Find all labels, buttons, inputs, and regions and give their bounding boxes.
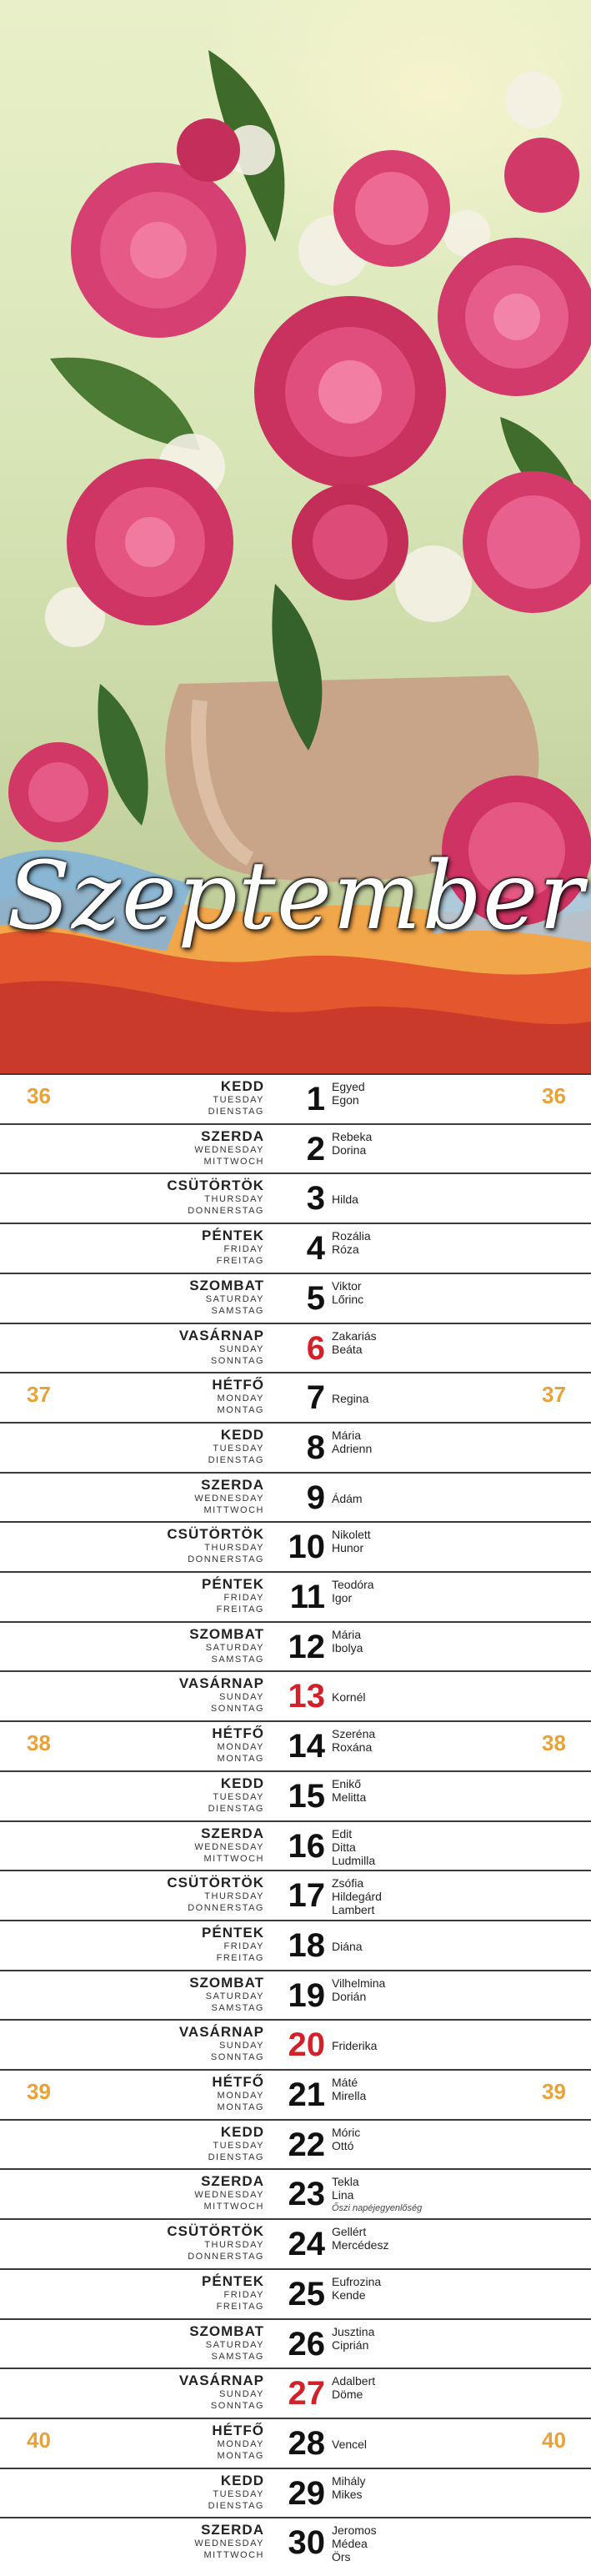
name-day [332, 1677, 365, 1690]
week-number-right: 36 [542, 1083, 566, 1108]
day-number: 15 [288, 1777, 325, 1815]
name-day [332, 1378, 368, 1392]
name-days [332, 1876, 382, 1916]
day-number: 28 [288, 2424, 325, 2462]
weekday-hungarian: SZOMBAT [189, 2322, 264, 2339]
weekday-hungarian: KEDD [220, 2472, 264, 2488]
weekday-english: SUNDAY [218, 2389, 264, 2400]
weekday-hungarian: KEDD [220, 2123, 264, 2140]
weekday-german: MITTWOCH [203, 1156, 264, 1167]
name-days [332, 1528, 371, 1554]
week-number-right: 40 [542, 2427, 566, 2453]
weekday-hungarian: SZERDA [201, 1476, 264, 1493]
name-days [332, 1777, 366, 1804]
day-row [0, 1970, 591, 2019]
name-days [332, 2126, 360, 2152]
name-day: Rebeka [332, 1129, 373, 1143]
day-number: 18 [288, 1926, 325, 1964]
weekday-german: FREITAG [216, 1952, 264, 1963]
name-day: Tekla [332, 2175, 359, 2189]
name-day: Hildegárd [332, 1890, 382, 1904]
day-number: 25 [288, 2275, 325, 2312]
weekday-english: FRIDAY [223, 1593, 264, 1603]
weekday-german: SAMSTAG [211, 2002, 264, 2013]
weekday-german: MONTAG [217, 2102, 264, 2112]
day-row [0, 1273, 591, 1322]
name-days [332, 1279, 363, 1306]
name-day: Hilda [332, 1193, 358, 1207]
weekday-english: WEDNESDAY [194, 1144, 264, 1155]
name-day: Lina [332, 2188, 354, 2202]
weekday-english: TUESDAY [213, 1095, 264, 1105]
day-row [0, 1920, 591, 1969]
weekday-german: DIENSTAG [208, 1803, 264, 1814]
weekday-hungarian: KEDD [220, 1078, 264, 1094]
weekday-english: SATURDAY [205, 1293, 264, 1304]
weekday-english: SUNDAY [218, 2041, 264, 2051]
name-day: Dorina [332, 1142, 367, 1157]
name-days [332, 2026, 377, 2052]
weekday-german: MITTWOCH [203, 1504, 264, 1515]
name-day: Lőrinc [332, 1292, 364, 1306]
name-days [332, 2424, 367, 2451]
name-day [332, 1179, 358, 1193]
name-day: Lambert [332, 1903, 375, 1917]
weekday-hungarian: PÉNTEK [202, 1924, 264, 1941]
week-number-left: 39 [27, 2079, 51, 2104]
name-day: Ottó [332, 2138, 354, 2152]
weekday-english: WEDNESDAY [194, 2538, 264, 2549]
weekday-german: MITTWOCH [203, 1853, 264, 1864]
name-day [332, 1479, 363, 1492]
name-day: Mirella [332, 2089, 367, 2102]
weekday-german: DIENSTAG [208, 1107, 264, 1117]
name-day: Regina [332, 1392, 369, 1406]
week-number-left: 38 [27, 1730, 51, 1756]
day-number: 11 [289, 1579, 325, 1615]
weekday-german: SONNTAG [210, 1704, 264, 1715]
name-day: Kornél [332, 1690, 366, 1705]
weekday-english: TUESDAY [213, 1443, 264, 1454]
name-day: Viktor [332, 1278, 362, 1293]
name-days [332, 1429, 372, 1455]
day-row [0, 1422, 591, 1471]
day-row [0, 2168, 591, 2217]
day-number: 12 [288, 1628, 325, 1665]
day-row [0, 1770, 591, 1820]
name-day: Nikolett [332, 1528, 371, 1542]
day-number: 22 [288, 2126, 325, 2163]
weekday-german: SONNTAG [210, 1355, 264, 1366]
day-row [0, 2318, 591, 2368]
day-row [0, 1472, 591, 1521]
name-day: Döme [332, 2388, 363, 2402]
weekday-hungarian: HÉTFŐ [212, 1377, 264, 1393]
weekday-hungarian: KEDD [220, 1426, 264, 1443]
name-day: Móric [332, 2125, 361, 2139]
week-number-left: 36 [27, 1083, 51, 1108]
name-day: Jeromos [332, 2523, 377, 2538]
weekday-english: WEDNESDAY [194, 1493, 264, 1504]
month-title: Szeptember [7, 842, 584, 951]
name-days [332, 1080, 365, 1107]
weekday-german: SAMSTAG [211, 1654, 264, 1665]
name-days [332, 1677, 365, 1704]
day-number: 8 [306, 1429, 325, 1466]
name-day: Máté [332, 2076, 358, 2089]
name-day: Zsófia [332, 1876, 364, 1891]
day-row [0, 1173, 591, 1222]
day-number: 26 [288, 2325, 325, 2363]
name-days [332, 2175, 422, 2215]
name-day: Rozália [332, 1229, 371, 1243]
weekday-german: MITTWOCH [203, 2550, 264, 2561]
name-day: Dorián [332, 1989, 367, 2003]
name-day [332, 1926, 363, 1940]
day-number: 27 [288, 2375, 325, 2413]
weekday-hungarian: CSÜTÖRTÖK [167, 2223, 264, 2240]
name-days [332, 1727, 375, 1754]
name-day: Melitta [332, 1790, 367, 1804]
name-day: Egon [332, 1093, 359, 1107]
name-day: Ibolya [332, 1640, 363, 1655]
name-days [332, 1329, 377, 1356]
day-row [0, 1571, 591, 1620]
name-day: Teodóra [332, 1578, 374, 1591]
weekday-english: MONDAY [217, 1393, 264, 1404]
day-row [0, 2218, 591, 2267]
day-number: 20 [288, 2026, 325, 2064]
weekday-english: WEDNESDAY [194, 1841, 264, 1852]
weekday-german: MONTAG [217, 1754, 264, 1765]
weekday-hungarian: PÉNTEK [202, 1228, 264, 1244]
name-day [332, 2026, 377, 2039]
name-day: Zakariás [332, 1328, 377, 1343]
week-number-right: 39 [542, 2079, 566, 2104]
weekday-english: FRIDAY [223, 1244, 264, 1255]
name-day: Enikő [332, 1776, 362, 1790]
day-number: 2 [306, 1130, 325, 1167]
name-day: Mária [332, 1627, 362, 1641]
weekday-english: SATURDAY [205, 2339, 264, 2350]
day-number: 19 [288, 1976, 325, 2014]
weekday-english: THURSDAY [204, 1194, 264, 1205]
weekday-german: DIENSTAG [208, 2500, 264, 2511]
day-number: 17 [288, 1877, 325, 1915]
week-number-left: 37 [27, 1382, 51, 1408]
day-row [0, 1870, 591, 1919]
name-day: Adalbert [332, 2374, 376, 2388]
name-day: Hunor [332, 1541, 364, 1555]
weekday-german: SAMSTAG [211, 2351, 264, 2362]
day-row [0, 2468, 591, 2517]
name-days [332, 2076, 366, 2102]
day-number: 29 [288, 2474, 325, 2512]
weekday-hungarian: SZERDA [201, 2522, 264, 2538]
name-day: Friderika [332, 2039, 378, 2053]
name-day: Vencel [332, 2437, 368, 2451]
name-days [332, 1378, 368, 1405]
day-row [0, 2368, 591, 2417]
weekday-english: SUNDAY [218, 1692, 264, 1703]
weekday-english: TUESDAY [213, 1791, 264, 1802]
name-day: Vilhelmina [332, 1976, 386, 1990]
weekday-german: FREITAG [216, 1256, 264, 1267]
name-days [332, 1578, 374, 1604]
day-row [0, 2069, 591, 2118]
name-days [332, 1926, 363, 1953]
weekday-hungarian: CSÜTÖRTÖK [167, 1526, 264, 1543]
day-row [0, 1372, 591, 1421]
name-days [332, 2225, 388, 2252]
name-day: Beáta [332, 1342, 363, 1356]
day-row [0, 2119, 591, 2168]
weekday-hungarian: SZERDA [201, 1825, 264, 1841]
day-number: 5 [306, 1279, 325, 1317]
weekday-german: FREITAG [216, 1604, 264, 1614]
name-day: Médea [332, 2537, 368, 2551]
weekday-german: DIENSTAG [208, 1454, 264, 1465]
day-number: 30 [288, 2524, 325, 2562]
day-number: 9 [306, 1479, 325, 1516]
weekday-german: DIENSTAG [208, 2152, 264, 2162]
weekday-english: WEDNESDAY [194, 2190, 264, 2201]
day-number: 4 [306, 1230, 325, 1268]
week-number-right: 38 [542, 1730, 566, 1756]
weekday-hungarian: VASÁRNAP [178, 2373, 264, 2389]
day-row [0, 2418, 591, 2467]
weekday-english: SUNDAY [218, 1343, 264, 1354]
name-day: Kende [332, 2287, 366, 2302]
weekday-german: MITTWOCH [203, 2202, 264, 2212]
weekday-hungarian: SZOMBAT [189, 1277, 264, 1293]
day-row [0, 2019, 591, 2068]
day-number: 16 [288, 1827, 325, 1865]
weekday-hungarian: PÉNTEK [202, 2272, 264, 2289]
name-day [332, 2424, 367, 2438]
name-day: Mihály [332, 2473, 366, 2488]
day-row [0, 1073, 591, 1122]
day-note: Őszi napéjegyenlőség [332, 2203, 423, 2214]
name-day: Ludmilla [332, 1853, 376, 1867]
name-day: Jusztina [332, 2324, 375, 2338]
name-days [332, 2275, 381, 2302]
day-row [0, 1323, 591, 1372]
day-number: 10 [288, 1529, 325, 1566]
day-number: 3 [306, 1180, 325, 1218]
weekday-german: FREITAG [216, 2301, 264, 2312]
weekday-german: DONNERSTAG [188, 2252, 264, 2262]
name-day: Gellért [332, 2225, 367, 2239]
name-days [332, 1179, 358, 1206]
week-number-left: 40 [27, 2427, 51, 2453]
name-days [332, 1229, 371, 1256]
name-day: Adrienn [332, 1441, 373, 1455]
name-day: Roxána [332, 1740, 373, 1755]
weekday-english: MONDAY [217, 1742, 264, 1753]
weekday-hungarian: VASÁRNAP [178, 1327, 264, 1343]
day-number: 21 [288, 2076, 325, 2113]
name-days [332, 1827, 375, 1867]
weekday-hungarian: KEDD [220, 1775, 264, 1791]
weekday-hungarian: SZOMBAT [189, 1974, 264, 1991]
weekday-english: TUESDAY [213, 2140, 264, 2151]
day-number: 7 [306, 1379, 325, 1417]
name-day: Edit [332, 1826, 353, 1840]
day-number: 6 [306, 1329, 325, 1367]
name-day: Szeréna [332, 1727, 376, 1741]
name-day: Egyed [332, 1080, 365, 1093]
name-day: Igor [332, 1591, 353, 1604]
weekday-english: MONDAY [217, 2438, 264, 2449]
name-day: Ditta [332, 1840, 356, 1854]
day-number: 1 [306, 1081, 325, 1117]
weekday-hungarian: HÉTFŐ [212, 2422, 264, 2438]
weekday-german: SONNTAG [210, 2401, 264, 2412]
weekday-german: DONNERSTAG [188, 1554, 264, 1565]
day-number: 13 [288, 1678, 325, 1715]
name-days [332, 1628, 363, 1655]
weekday-hungarian: CSÜTÖRTÖK [167, 1875, 264, 1891]
weekday-hungarian: HÉTFŐ [212, 1725, 264, 1742]
weekday-hungarian: VASÁRNAP [178, 2024, 264, 2041]
weekday-hungarian: VASÁRNAP [178, 1675, 264, 1692]
day-row [0, 2517, 591, 2566]
day-row [0, 1720, 591, 1770]
weekday-english: THURSDAY [204, 2240, 264, 2251]
weekday-german: MONTAG [217, 1405, 264, 1416]
name-day: Eufrozina [332, 2274, 382, 2288]
day-row [0, 1621, 591, 1670]
day-row [0, 1820, 591, 1870]
weekday-english: THURSDAY [204, 1891, 264, 1902]
name-days [332, 2374, 375, 2401]
name-day: Mikes [332, 2487, 363, 2501]
day-number: 14 [288, 1728, 325, 1765]
peony-bouquet-photo [0, 0, 591, 1073]
weekday-english: THURSDAY [204, 1543, 264, 1554]
name-day: Róza [332, 1243, 359, 1257]
day-row [0, 1223, 591, 1272]
weekday-english: TUESDAY [213, 2488, 264, 2499]
name-day: Mária [332, 1428, 362, 1442]
weekday-german: DONNERSTAG [188, 1903, 264, 1914]
weekday-german: SAMSTAG [211, 1305, 264, 1316]
weekday-english: FRIDAY [223, 2289, 264, 2300]
weekday-hungarian: SZERDA [201, 2173, 264, 2190]
weekday-english: FRIDAY [223, 1941, 264, 1951]
week-number-right: 37 [542, 1382, 566, 1408]
weekday-english: SATURDAY [205, 1991, 264, 2001]
name-day: Diána [332, 1939, 363, 1953]
weekday-hungarian: PÉNTEK [202, 1576, 264, 1592]
name-day: Mercédesz [332, 2238, 389, 2252]
name-day: Ádám [332, 1491, 363, 1505]
weekday-german: MONTAG [217, 2450, 264, 2461]
name-days [332, 1130, 372, 1157]
name-days [332, 2523, 377, 2563]
day-number: 24 [288, 2226, 325, 2263]
weekday-english: MONDAY [217, 2091, 264, 2101]
day-row [0, 1670, 591, 1720]
weekday-german: DONNERSTAG [188, 1206, 264, 1217]
weekday-hungarian: HÉTFŐ [212, 2074, 264, 2090]
weekday-english: SATURDAY [205, 1642, 264, 1653]
name-days [332, 2474, 365, 2501]
day-row [0, 1521, 591, 1570]
day-row [0, 1123, 591, 1173]
weekday-german: SONNTAG [210, 2052, 264, 2063]
name-days [332, 1479, 363, 1505]
name-days [332, 2325, 374, 2352]
weekday-hungarian: SZOMBAT [189, 1625, 264, 1642]
day-row [0, 2268, 591, 2317]
day-number: 23 [288, 2176, 325, 2213]
weekday-hungarian: CSÜTÖRTÖK [167, 1178, 264, 1194]
weekday-hungarian: SZERDA [201, 1127, 264, 1144]
name-days [332, 1976, 385, 2003]
name-day: Ciprián [332, 2337, 369, 2352]
name-day: Örs [332, 2550, 351, 2564]
